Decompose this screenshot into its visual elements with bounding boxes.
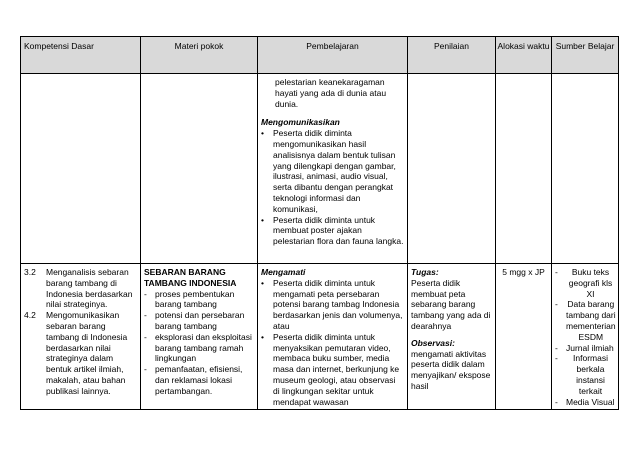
row2-kd-cell (21, 264, 141, 410)
list-item: - Media Visual (555, 396, 615, 407)
header-alokasi-waktu: Alokasi waktu (496, 37, 552, 74)
list-item: - potensi dan persebaran barang tambang (144, 310, 245, 331)
materi-title: SEBARAN BARANG TAMBANG INDONESIA (144, 267, 237, 288)
list-item: - proses pembentukan barang tambang (144, 288, 235, 310)
header-materi-pokok: Materi pokok (141, 37, 258, 74)
list-item: - Buku teks geografi kls XI (555, 267, 613, 299)
observasi-label: Observasi: (411, 337, 455, 348)
list-item: 3.2 Menganalisis sebaran barang tambang di Indonesia berdasarkan nilai strateginya. (24, 267, 133, 310)
row2-alokasi-cell (496, 264, 552, 410)
list-item: - eksplorasi dan eksploitasi barang tambang ramah lingkungan (144, 331, 252, 364)
row1-sumber-cell (552, 74, 619, 264)
list-item: 4.2 Mengomunikasikan sebaran barang tambang di Indonesia berdasarkan nilai strateginya dalam bentuk artikel ilmiah, makalah, atau bahan publikasi lainnya. (24, 310, 128, 396)
row2-penilaian-cell (408, 264, 496, 410)
header-sumber-belajar: Sumber Belajar (552, 37, 619, 74)
header-row (21, 37, 619, 74)
header-kompetensi-dasar: Kompetensi Dasar (21, 37, 141, 74)
list-item: • Peserta didik diminta mengomunikasikan hasil analisisnya dalam bentuk tulisan yang dilengkapi dengan gambar, ilustrasi, animasi, audio visual, serta dibantu dengan perangkat teknologi informasi dan komunikasi, (261, 128, 396, 214)
row2-pembelajaran-cell (258, 264, 408, 410)
list-item: • Peserta didik diminta untuk menyaksikan pemutaran video, membaca buku sumber, media masa dan internet, berkunjung ke museum geologi, atau observasi di lingkungan sekitar untuk mendapat wawasan (261, 331, 400, 407)
bullet-icon: • (261, 277, 264, 288)
pembelajaran-heading: Mengamati (261, 267, 306, 277)
list-item: - pemanfaatan, efisiensi, dan reklamasi lokasi pertambangan. (144, 364, 243, 396)
table-row (21, 264, 619, 410)
row1-heading: Mengomunikasikan (261, 117, 340, 128)
row1-alokasi-cell (496, 74, 552, 264)
header-penilaian: Penilaian (408, 37, 496, 74)
row1-materi-cell (141, 74, 258, 264)
syllabus-table (20, 36, 619, 410)
row2-materi-cell (141, 264, 258, 410)
row1-pembelajaran-cell (258, 74, 408, 264)
tugas-text: Peserta didik membuat peta sebarang barang tambang yang ada di dearahnya (411, 277, 491, 331)
row2-sumber-cell (552, 264, 619, 410)
list-item: - Informasi berkala instansi terkait (555, 353, 608, 396)
tugas-label: Tugas: (411, 267, 439, 277)
list-item: - Data barang tambang dari mementerian ESDM (555, 299, 616, 342)
header-pembelajaran: Pembelajaran (258, 37, 408, 74)
alokasi-value: 5 mgg x JP (502, 267, 545, 277)
table-row (21, 74, 619, 264)
bullet-icon: • (261, 214, 264, 225)
list-item: - Jurnal ilmiah (555, 342, 614, 353)
list-item: • Peserta didik diminta untuk membuat poster ajakan pelestarian flora dan fauna langka. (261, 214, 404, 247)
row1-intro-text: pelestarian keanekaragaman hayati yang ada di dunia atau dunia. (275, 77, 387, 109)
bullet-icon: • (261, 331, 264, 342)
row1-kd-cell (21, 74, 141, 264)
bullet-icon: • (261, 128, 264, 139)
list-item: • Peserta didik diminta untuk mengamati peta persebaran potensi barang tambag Indonesia berdasarkan jenis dan volumenya, atau (261, 277, 403, 331)
row1-penilaian-cell (408, 74, 496, 264)
observasi-text: mengamati aktivitas peserta didik dalam menyajikan/ ekspose hasil (411, 348, 491, 391)
